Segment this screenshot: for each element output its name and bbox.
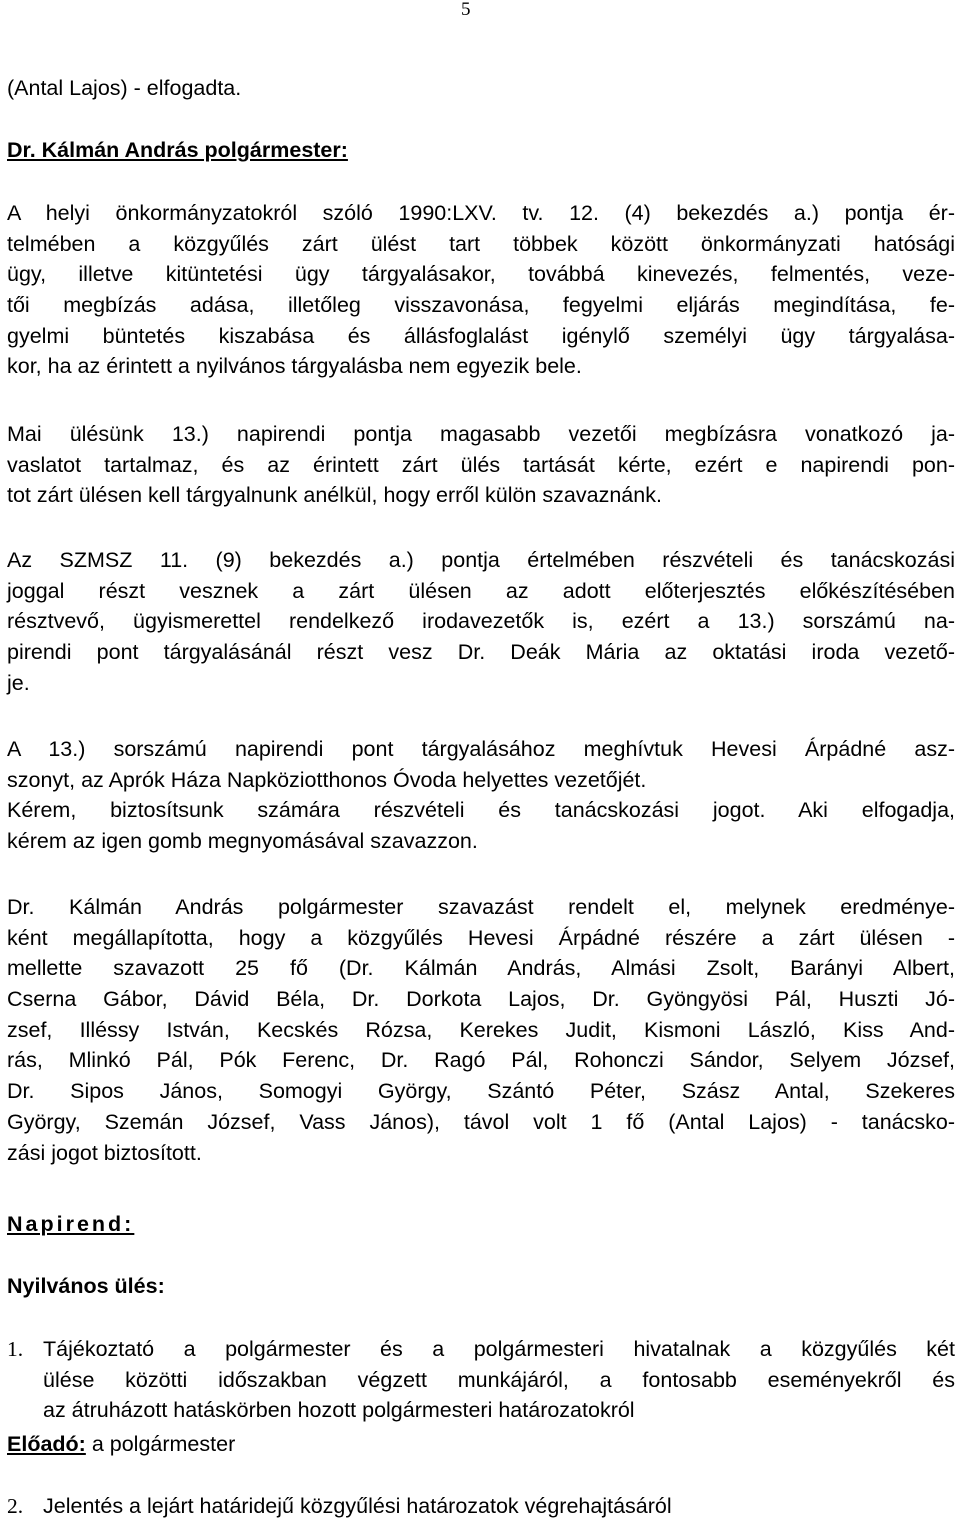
text-line: mellette szavazott 25 fő (Dr. Kálmán András, Almási Zsolt, Barányi Albert, — [7, 956, 955, 981]
text-line: Az SZMSZ 11. (9) bekezdés a.) pontja értelmében részvételi és tanácskozási — [7, 548, 955, 572]
paragraph-agenda-13 — [7, 419, 955, 511]
text-line: je. — [7, 670, 30, 695]
public-session-title: Nyilvános ülés: — [7, 1274, 165, 1298]
agenda-heading — [7, 1209, 955, 1240]
text-line: Cserna Gábor, Dávid Béla, Dr. Dorkota Lajos, Dr. Gyöngyösi Pál, Huszti Jó- — [7, 987, 955, 1012]
paragraph-vote — [7, 892, 955, 1168]
presenter-name: a polgármester — [91, 1432, 236, 1456]
text-line: pirendi pont tárgyalásánál részt vesz Dr. Deák Mária az oktatási iroda vezető- — [7, 640, 955, 665]
speaker-heading — [7, 135, 955, 166]
agenda-item-2 — [7, 1491, 955, 1522]
text-line: Dr. Sipos János, Somogyi György, Szántó Péter, Szász Antal, Szekeres — [7, 1079, 955, 1104]
text-line: A 13.) sorszámú napirendi pont tárgyalásához meghívtuk Hevesi Árpádné asz- — [7, 737, 955, 761]
paragraph-vote-result — [7, 73, 955, 104]
text-line: Dr. Kálmán András polgármester szavazást rendelt el, melynek eredménye- — [7, 895, 955, 919]
text-line: zási jogot biztosított. — [7, 1140, 202, 1165]
text-line: tői megbízás adása, illetőleg visszavonása, fegyelmi eljárás megindítása, fe- — [7, 293, 955, 318]
text-line: A helyi önkormányzatokról szóló 1990:LXV. tv. 12. (4) bekezdés a.) pontja ér- — [7, 201, 955, 225]
text-line: Mai ülésünk 13.) napirendi pontja magasabb vezetői megbízásra vonatkozó ja- — [7, 422, 955, 446]
text-line: szonyt, az Aprók Háza Napköziotthonos Óvoda helyettes vezetőjét. — [7, 767, 647, 792]
text-line: kor, ha az érintett a nyilvános tárgyalásba nem egyezik bele. — [7, 354, 582, 379]
paragraph-szmsz — [7, 545, 955, 698]
text-line: ként megállapította, hogy a közgyűlés Hevesi Árpádné részére a zárt ülésen - — [7, 925, 955, 950]
text-line: zsef, Illéssy István, Kecskés Rózsa, Kerekes Judit, Kismoni László, Kiss And- — [7, 1017, 955, 1042]
public-session-heading — [7, 1271, 955, 1302]
agenda-title: Napirend: — [7, 1212, 135, 1236]
paragraph-closed-session-law — [7, 198, 955, 382]
text-line: gyelmi büntetés kiszabása és állásfoglalást igénylő személyi ügy tárgyalása- — [7, 323, 955, 348]
agenda-item-1 — [7, 1334, 955, 1427]
text-line: joggal részt vesznek a zárt ülésen az adott előterjesztés előkészítésében — [7, 578, 955, 603]
text-line: Tájékoztató a polgármester és a polgármesteri hivatalnak a közgyűlés két — [43, 1337, 955, 1361]
text-line: György, Szemán József, Vass János), távol volt 1 fő (Antal Lajos) - tanácsko- — [7, 1109, 955, 1134]
text-line: kérem az igen gomb megnyomásával szavazzon. — [7, 829, 478, 854]
text-line: (Antal Lajos) - elfogadta. — [7, 76, 242, 100]
agenda-item-number: 1. — [7, 1337, 24, 1361]
presenter-line — [7, 1429, 955, 1460]
text-line: résztvevő, ügyismerettel rendelkező irodavezetők is, ezért a 13.) sorszámú na- — [7, 609, 955, 634]
page-number: 5 — [461, 0, 471, 20]
text-line: tot zárt ülésen kell tárgyalnunk anélkül, hogy erről külön szavaznánk. — [7, 483, 662, 508]
text-line: Jelentés a lejárt határidejű közgyűlési határozatok végrehajtásáról — [43, 1494, 672, 1518]
paragraph-invitation — [7, 734, 955, 857]
text-line: az átruházott hatáskörben hozott polgármesteri határozatokról — [43, 1398, 635, 1423]
text-line: rás, Mlinkó Pál, Pók Ferenc, Dr. Ragó Pál, Rohonczi Sándor, Selyem József, — [7, 1048, 955, 1073]
text-line: telmében a közgyűlés zárt ülést tart többek között önkormányzati hatósági — [7, 231, 955, 256]
presenter-label: Előadó: — [7, 1432, 86, 1456]
text-line: vaslatot tartalmaz, és az érintett zárt ülés tartását kérte, ezért e napirendi pon- — [7, 452, 955, 477]
text-line: ügy, illetve kitüntetési ügy tárgyalásakor, továbbá kinevezés, felmentés, veze- — [7, 262, 955, 287]
text-line: Kérem, biztosítsunk számára részvételi és tanácskozási jogot. Aki elfogadja, — [7, 798, 955, 823]
speaker-name: Dr. Kálmán András polgármester: — [7, 138, 348, 162]
text-line: ülése közötti időszakban végzett munkájáról, a fontosabb eseményekről és — [43, 1367, 955, 1392]
agenda-item-number: 2. — [7, 1494, 24, 1518]
